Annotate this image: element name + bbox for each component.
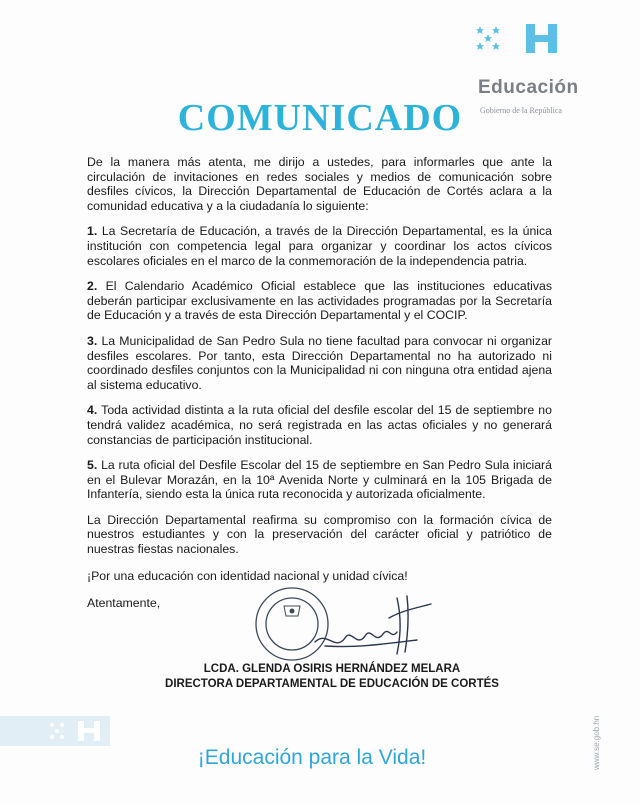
motto: ¡Por una educación con identidad nacional y unidad cívica! bbox=[87, 569, 408, 583]
point-number: 3. bbox=[87, 333, 98, 348]
page-title: COMUNICADO bbox=[177, 97, 463, 139]
point-4 bbox=[87, 403, 552, 447]
point-1 bbox=[87, 224, 552, 268]
honduras-h-stars-icon bbox=[48, 719, 108, 743]
point-text: La Municipalidad de San Pedro Sula no tiene facultad para convocar ni organizar desfiles escolares. Por tanto, esta Dirección Departamental no ha autorizado ni coordinado desfiles conjuntos con la Municipalidad ni con ninguna otra entidad ajena al sistema educativo. bbox=[87, 333, 553, 392]
point-number: 2. bbox=[87, 279, 98, 294]
point-number: 4. bbox=[87, 403, 98, 418]
point-text: La Secretaría de Educación, a través de la Dirección Departamental, es la única institución con competencia legal para organizar y coordinar los actos cívicos escolares oficiales en el marco de la conmemoración de la independencia patria. bbox=[87, 224, 553, 268]
point-3 bbox=[87, 334, 552, 392]
point-number: 1. bbox=[87, 224, 98, 239]
header-logo bbox=[474, 22, 614, 115]
signer-position: DIRECTORA DEPARTAMENTAL DE EDUCACIÓN DE CORTÉS bbox=[165, 677, 499, 690]
signer-name: LCDA. GLENDA OSIRIS HERNÁNDEZ MELARA bbox=[203, 663, 461, 675]
signer-block bbox=[0, 662, 640, 691]
point-5 bbox=[87, 458, 552, 502]
point-number: 5. bbox=[87, 458, 98, 473]
point-text: Toda actividad distinta a la ruta oficial del desfile escolar del 15 de septiembre no tendrá validez académica, no será registrada en las actas oficiales y no generará constancias de participación institucional. bbox=[87, 403, 552, 447]
handwritten-signature bbox=[305, 590, 435, 660]
footer-slogan: ¡Educación para la Vida! bbox=[197, 746, 427, 769]
brand-name: Educación bbox=[478, 77, 579, 98]
document-body bbox=[87, 155, 552, 568]
honduras-h-stars-icon bbox=[474, 22, 564, 54]
brand-subtitle: Gobierno de la República bbox=[480, 106, 562, 115]
point-text: La ruta oficial del Desfile Escolar del 15 de septiembre en San Pedro Sula iniciará en el Bulevar Morazán, en la 10ª Avenida Norte y culminará en la 105 Brigada de Infantería, siendo esta la única ruta reconocida y autorizada oficialmente. bbox=[87, 458, 552, 502]
footer-url-text[interactable]: www.se.gob.hn bbox=[592, 715, 601, 770]
point-text: El Calendario Académico Oficial establece que las instituciones educativas deberán participar exclusivamente en las actividades programadas por la Secretaría de Educación y a través de esta Dirección Departamental y el COCIP. bbox=[87, 279, 552, 323]
point-2 bbox=[87, 279, 552, 323]
footer-url[interactable] bbox=[590, 700, 610, 780]
intro-paragraph: De la manera más atenta, me dirijo a ustedes, para informarles que ante la circulación de invitaciones en redes sociales y medios de comunicación sobre desfiles cívicos, la Dirección Departamental de Educación de Cortés aclara a la comunidad educativa y a la ciudadanía lo siguiente: bbox=[87, 155, 552, 213]
closing-salutation: Atentamente, bbox=[87, 596, 161, 610]
reaffirm-paragraph: La Dirección Departamental reafirma su compromiso con la formación cívica de nuestros estudiantes y con la preservación del carácter oficial y patriótico de nuestras fiestas nacionales. bbox=[87, 512, 552, 557]
